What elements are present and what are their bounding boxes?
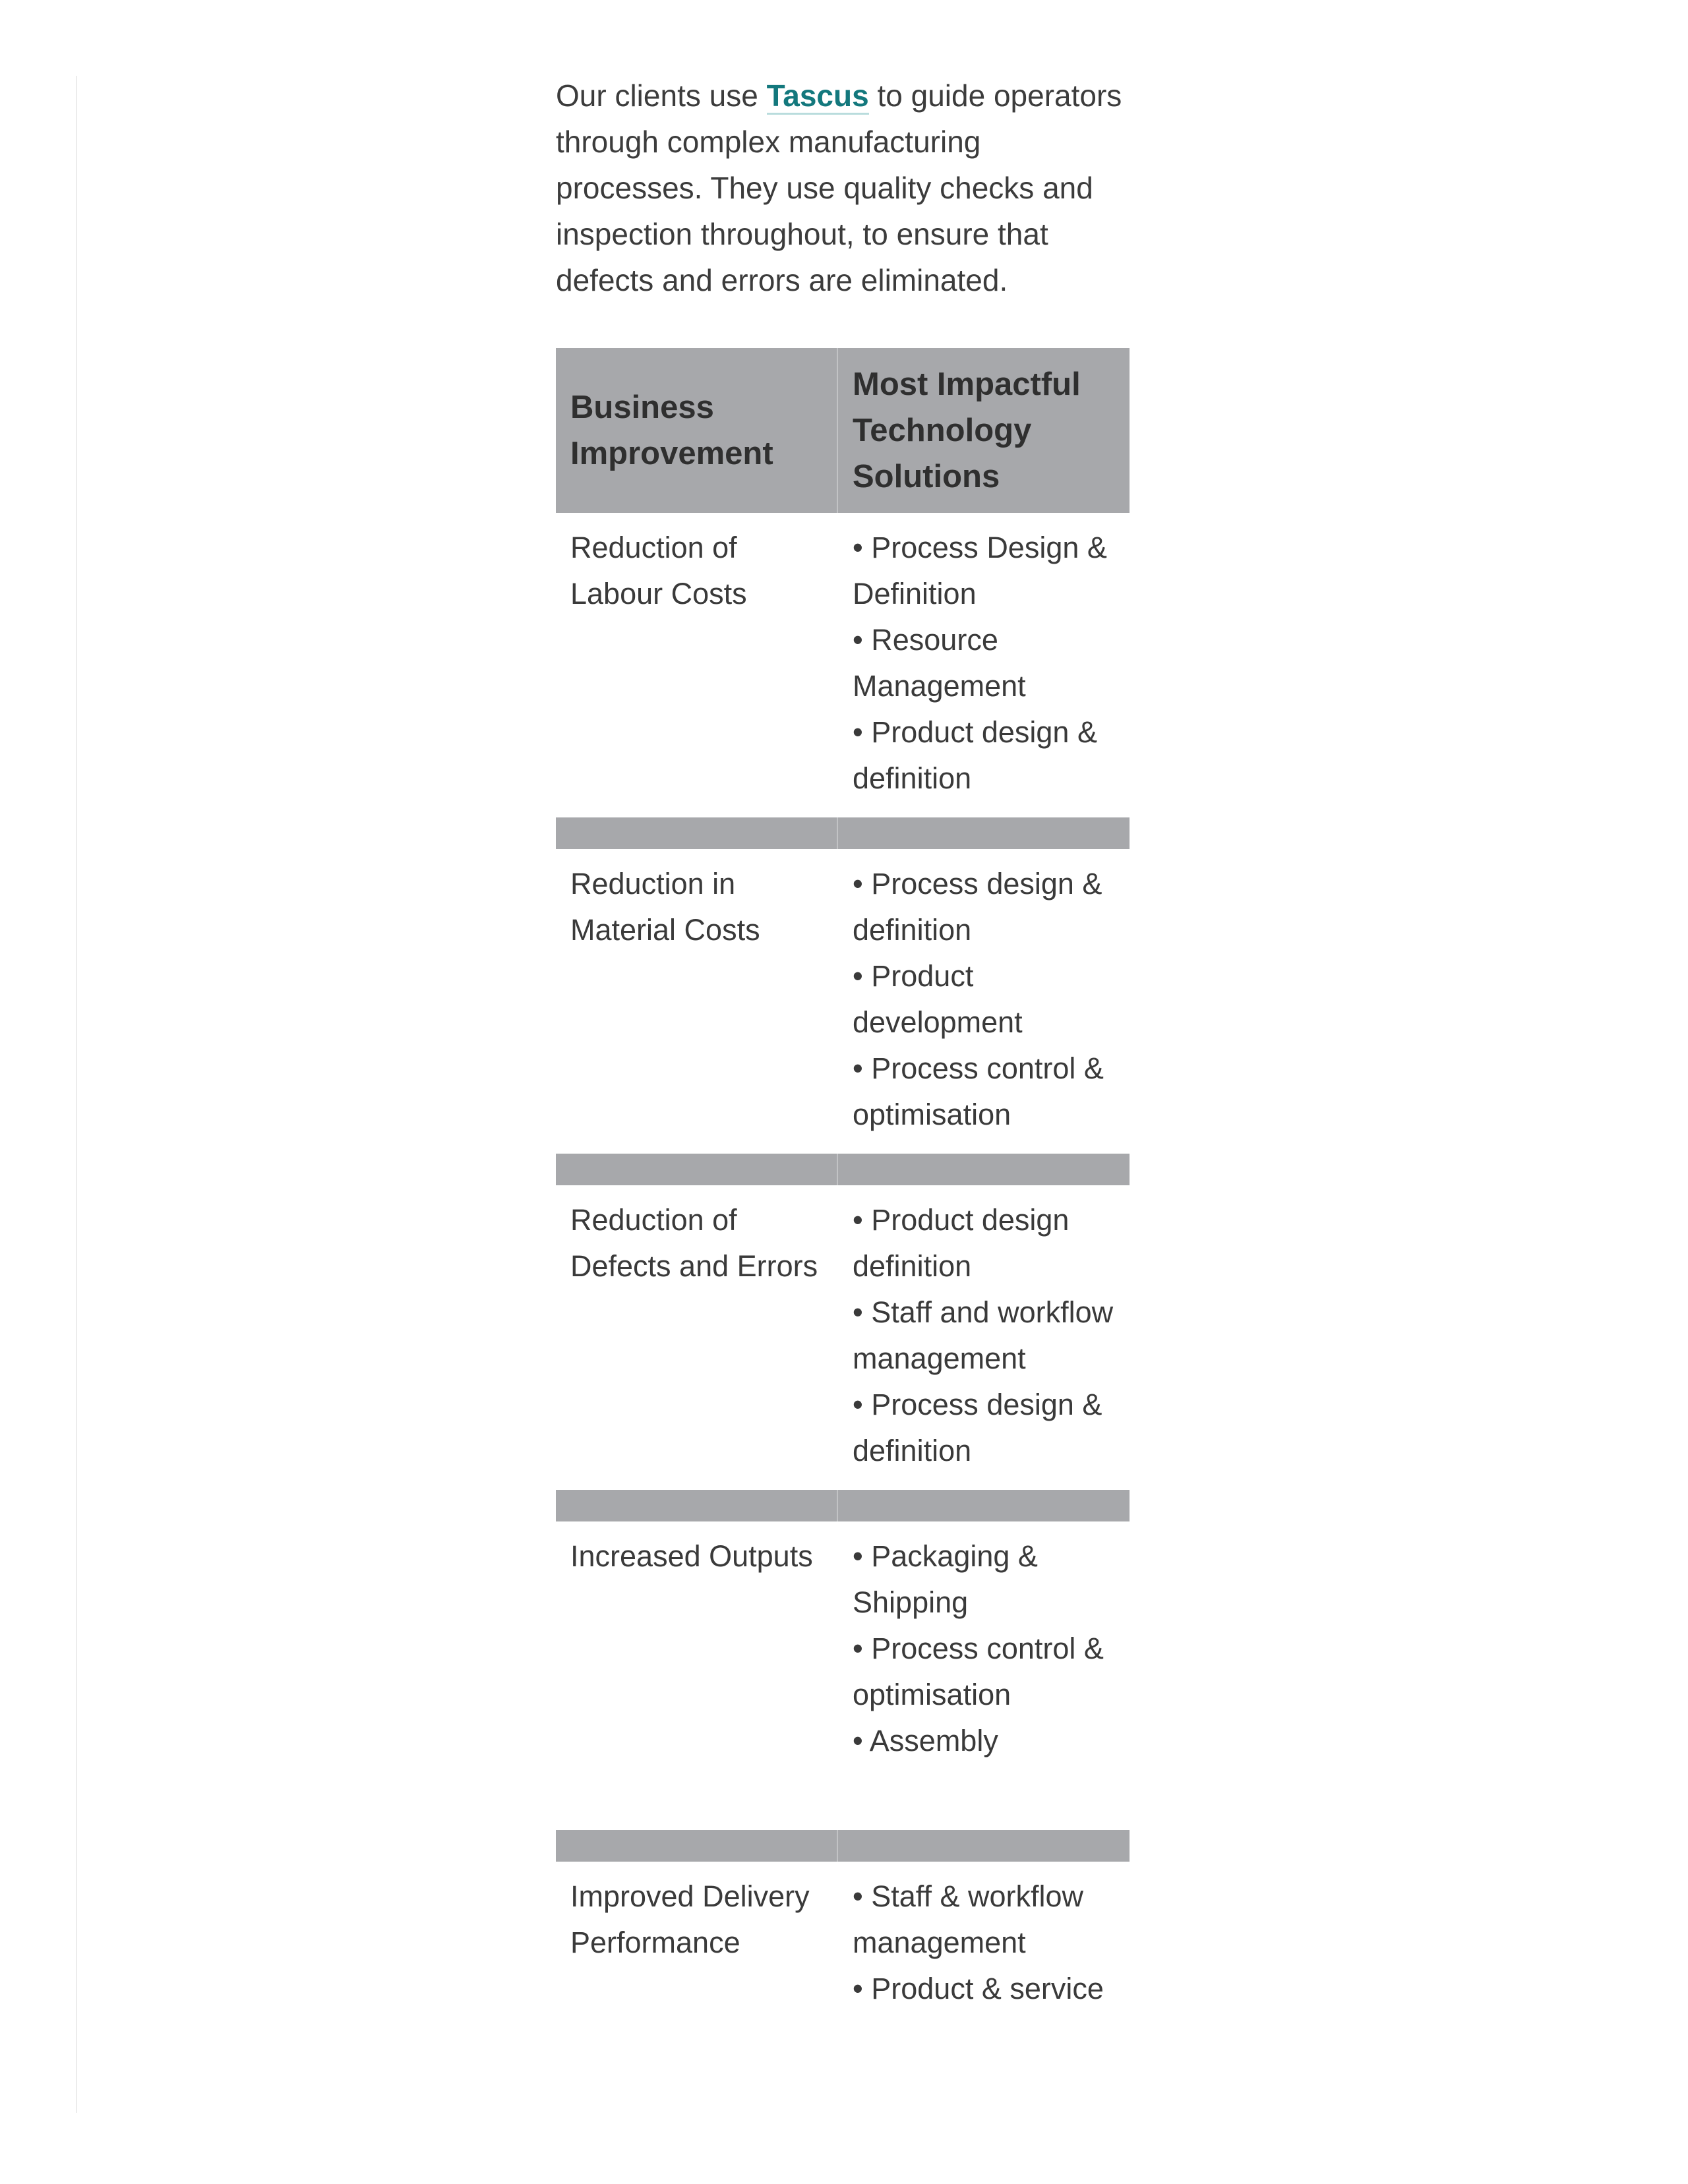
separator-cell (556, 817, 837, 849)
table-separator-row (556, 817, 1130, 849)
table-row (556, 1862, 1130, 2028)
table-separator-row (556, 1154, 1130, 1185)
table-separator-row (556, 1490, 1130, 1521)
article-content (556, 73, 1128, 2028)
separator-cell (837, 1490, 1130, 1521)
separator-cell (837, 817, 1130, 849)
tascus-link[interactable]: Tascus (767, 78, 869, 115)
separator-cell (556, 1154, 837, 1185)
improvement-cell: Reduction of Defects and Errors (556, 1185, 837, 1490)
header-business-improvement: Business Improvement (556, 348, 837, 513)
improvement-cell: Reduction in Material Costs (556, 849, 837, 1154)
table-separator-row (556, 1830, 1130, 1862)
solutions-cell (837, 1185, 1130, 1490)
solution-item: • Process design & definition (853, 867, 1102, 947)
solution-item: • Process Design & Definition (853, 531, 1107, 610)
solutions-cell (837, 513, 1130, 817)
improvement-cell: Reduction of Labour Costs (556, 513, 837, 817)
intro-text-after: to guide operators through complex manufacturing processes. They use quality checks and inspection throughout, to ensure that defects and errors are eliminated. (556, 78, 1122, 297)
improvement-cell: Improved Delivery Performance (556, 1862, 837, 2028)
solution-item: • Packaging & Shipping (853, 1539, 1038, 1619)
solutions-cell (837, 1862, 1130, 2028)
solutions-cell (837, 1521, 1130, 1830)
solution-item: • Process design & definition (853, 1388, 1102, 1467)
table-row (556, 849, 1130, 1154)
improvement-cell: Increased Outputs (556, 1521, 837, 1830)
improvement-solutions-table (556, 348, 1130, 2028)
solution-item: • Staff and workflow management (853, 1295, 1114, 1375)
separator-cell (837, 1154, 1130, 1185)
table-row (556, 513, 1130, 817)
separator-cell (837, 1830, 1130, 1862)
solution-item: • Staff & workflow management (853, 1879, 1084, 1959)
intro-paragraph (556, 73, 1128, 303)
table-row (556, 1521, 1130, 1830)
separator-cell (556, 1490, 837, 1521)
left-border-rule (76, 76, 77, 2113)
intro-text-before: Our clients use (556, 78, 767, 113)
solution-item: • Assembly (853, 1724, 998, 1757)
solution-item: • Resource Management (853, 623, 1026, 703)
table-header-row (556, 348, 1130, 513)
solution-item: • Product design definition (853, 1203, 1070, 1283)
solution-item: • Product development (853, 959, 1023, 1039)
solutions-cell (837, 849, 1130, 1154)
header-technology-solutions: Most Impactful Technology Solutions (837, 348, 1130, 513)
solution-item: • Product design & definition (853, 715, 1097, 795)
solution-item: • Process control & optimisation (853, 1051, 1104, 1131)
separator-cell (556, 1830, 837, 1862)
solution-item: • Process control & optimisation (853, 1632, 1104, 1711)
solution-item: • Product & service (853, 1972, 1104, 2005)
table-row (556, 1185, 1130, 1490)
